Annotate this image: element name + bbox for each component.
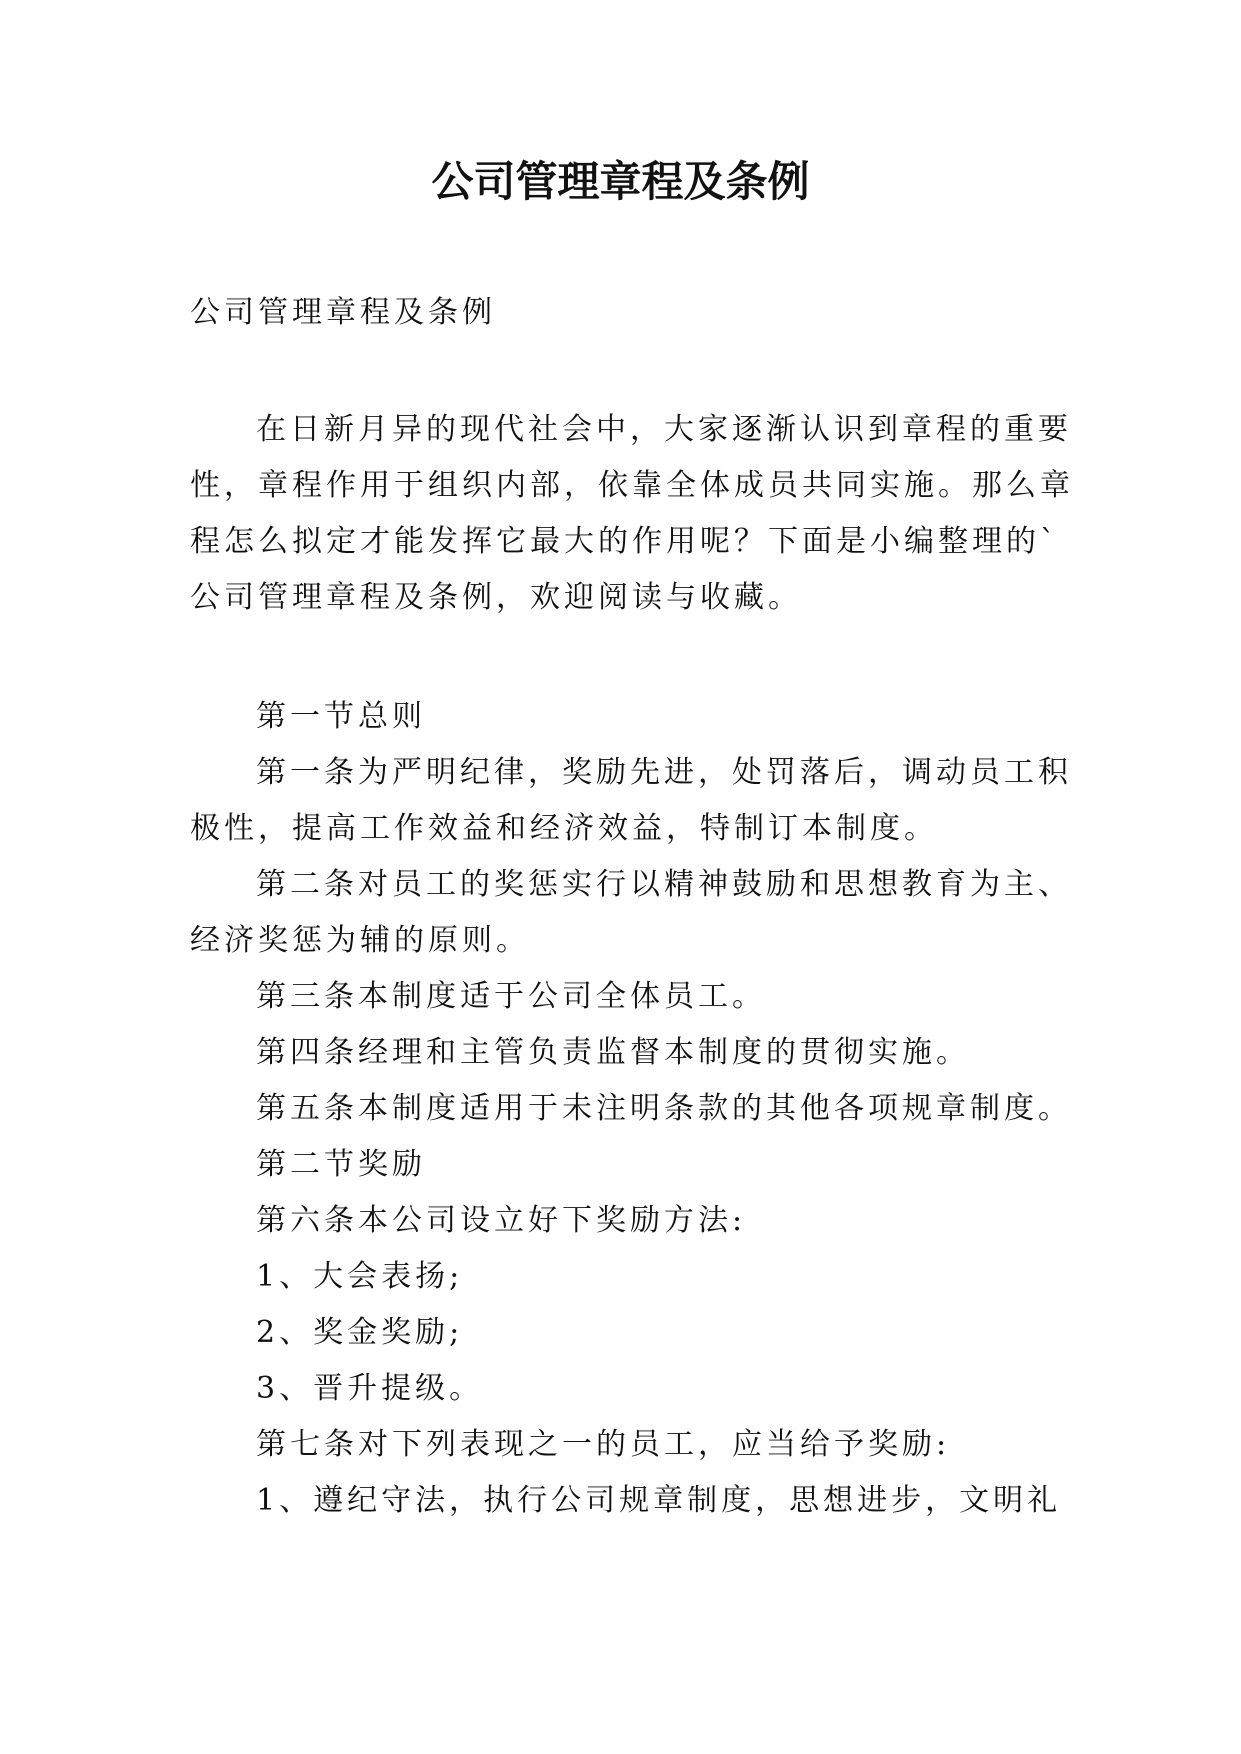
list-item: 3、晋升提级。 — [256, 1371, 484, 1406]
body-line: 第一条为严明纪律，奖励先进，处罚落后，调动员工积 — [256, 755, 1072, 790]
intro-line: 程怎么拟定才能发挥它最大的作用呢？下面是小编整理的` — [190, 524, 1059, 559]
document-subtitle: 公司管理章程及条例 — [190, 295, 496, 330]
intro-line: 在日新月异的现代社会中，大家逐渐认识到章程的重要 — [256, 412, 1072, 447]
list-item: 1、大会表扬; — [256, 1259, 464, 1294]
document-title: 公司管理章程及条例 — [431, 157, 810, 206]
body-line: 第六条本公司设立好下奖励方法: — [256, 1203, 747, 1238]
list-item: 1、遵纪守法，执行公司规章制度，思想进步，文明礼 — [256, 1483, 1062, 1518]
intro-line: 公司管理章程及条例，欢迎阅读与收藏。 — [190, 580, 802, 615]
body-line: 第二条对员工的奖惩实行以精神鼓励和思想教育为主、 — [256, 867, 1072, 902]
body-line: 第五条本制度适用于未注明条款的其他各项规章制度。 — [256, 1091, 1072, 1126]
body-line: 第四条经理和主管负责监督本制度的贯彻实施。 — [256, 1035, 970, 1070]
body-line: 经济奖惩为辅的原则。 — [190, 923, 530, 958]
list-item: 2、奖金奖励; — [256, 1315, 464, 1350]
body-line: 极性，提高工作效益和经济效益，特制订本制度。 — [190, 811, 938, 846]
section-heading: 第二节奖励 — [256, 1147, 426, 1182]
body-line: 第三条本制度适于公司全体员工。 — [256, 979, 766, 1014]
section-heading: 第一节总则 — [256, 699, 426, 734]
body-line: 第七条对下列表现之一的员工，应当给予奖励: — [256, 1427, 951, 1462]
intro-line: 性，章程作用于组织内部，依靠全体成员共同实施。那么章 — [190, 468, 1074, 503]
